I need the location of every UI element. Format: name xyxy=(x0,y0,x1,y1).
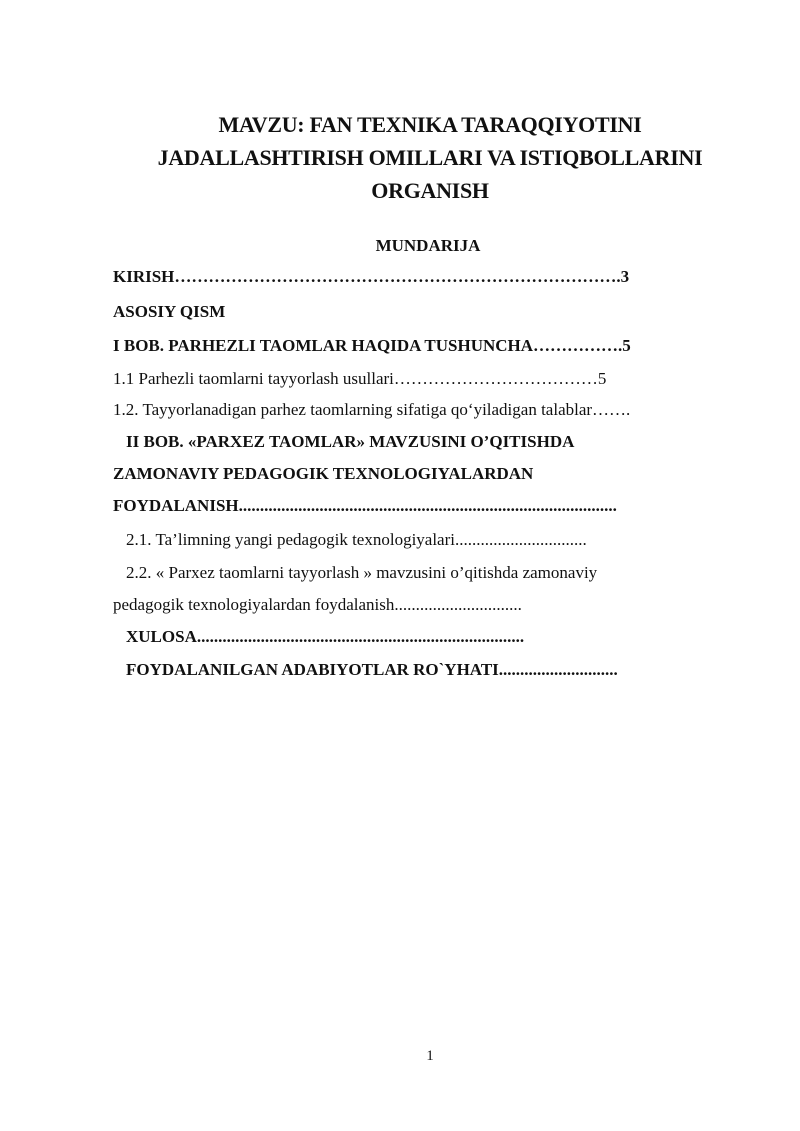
title-line-3: ORGANISH xyxy=(371,178,489,203)
toc-item-bob-2-line-3: FOYDALANISH......................................................................................... xyxy=(113,496,617,515)
toc-item-bob-1: I BOB. PARHEZLI TAOMLAR HAQIDA TUSHUNCHA…………….5 xyxy=(113,336,631,355)
toc-item-kirish: KIRISH…………………………………………………………………….3 xyxy=(113,267,630,286)
document-title xyxy=(60,108,800,207)
title-line-2: JADALLASHTIRISH OMILLARI VA ISTIQBOLLARINI xyxy=(157,145,703,170)
toc-item-adabiyotlar: FOYDALANILGAN ADABIYOTLAR RO`YHATI............................ xyxy=(126,660,618,679)
toc-item-section-2-2-line-1: 2.2. « Parxez taomlarni tayyorlash » mavzusini o’qitishda zamonaviy xyxy=(126,563,598,582)
toc-item-section-2-1: 2.1. Ta’limning yangi pedagogik texnologiyalari............................... xyxy=(126,530,587,549)
toc-item-bob-2-line-1: II BOB. «PARXEZ TAOMLAR» MAVZUSINI O’QITISHDA xyxy=(126,432,575,451)
toc-item-asosiy-qism: ASOSIY QISM xyxy=(113,302,226,321)
page-number: 1 xyxy=(426,1048,434,1064)
toc-item-bob-2-line-2: ZAMONAVIY PEDAGOGIK TEXNOLOGIYALARDAN xyxy=(113,464,534,483)
title-line-1: MAVZU: FAN TEXNIKA TARAQQIYOTINI xyxy=(218,112,642,137)
toc-item-xulosa: XULOSA............................................................................. xyxy=(126,627,525,646)
toc-item-section-2-2-line-2: pedagogik texnologiyalardan foydalanish.............................. xyxy=(113,595,522,614)
toc-heading: MUNDARIJA xyxy=(375,236,481,255)
toc-item-section-1-2: 1.2. Tayyorlanadigan parhez taomlarning sifatiga qo‘yiladigan talablar……. xyxy=(113,400,631,419)
toc-item-section-1-1: 1.1 Parhezli taomlarni tayyorlash usullari………………………………5 xyxy=(113,369,607,388)
